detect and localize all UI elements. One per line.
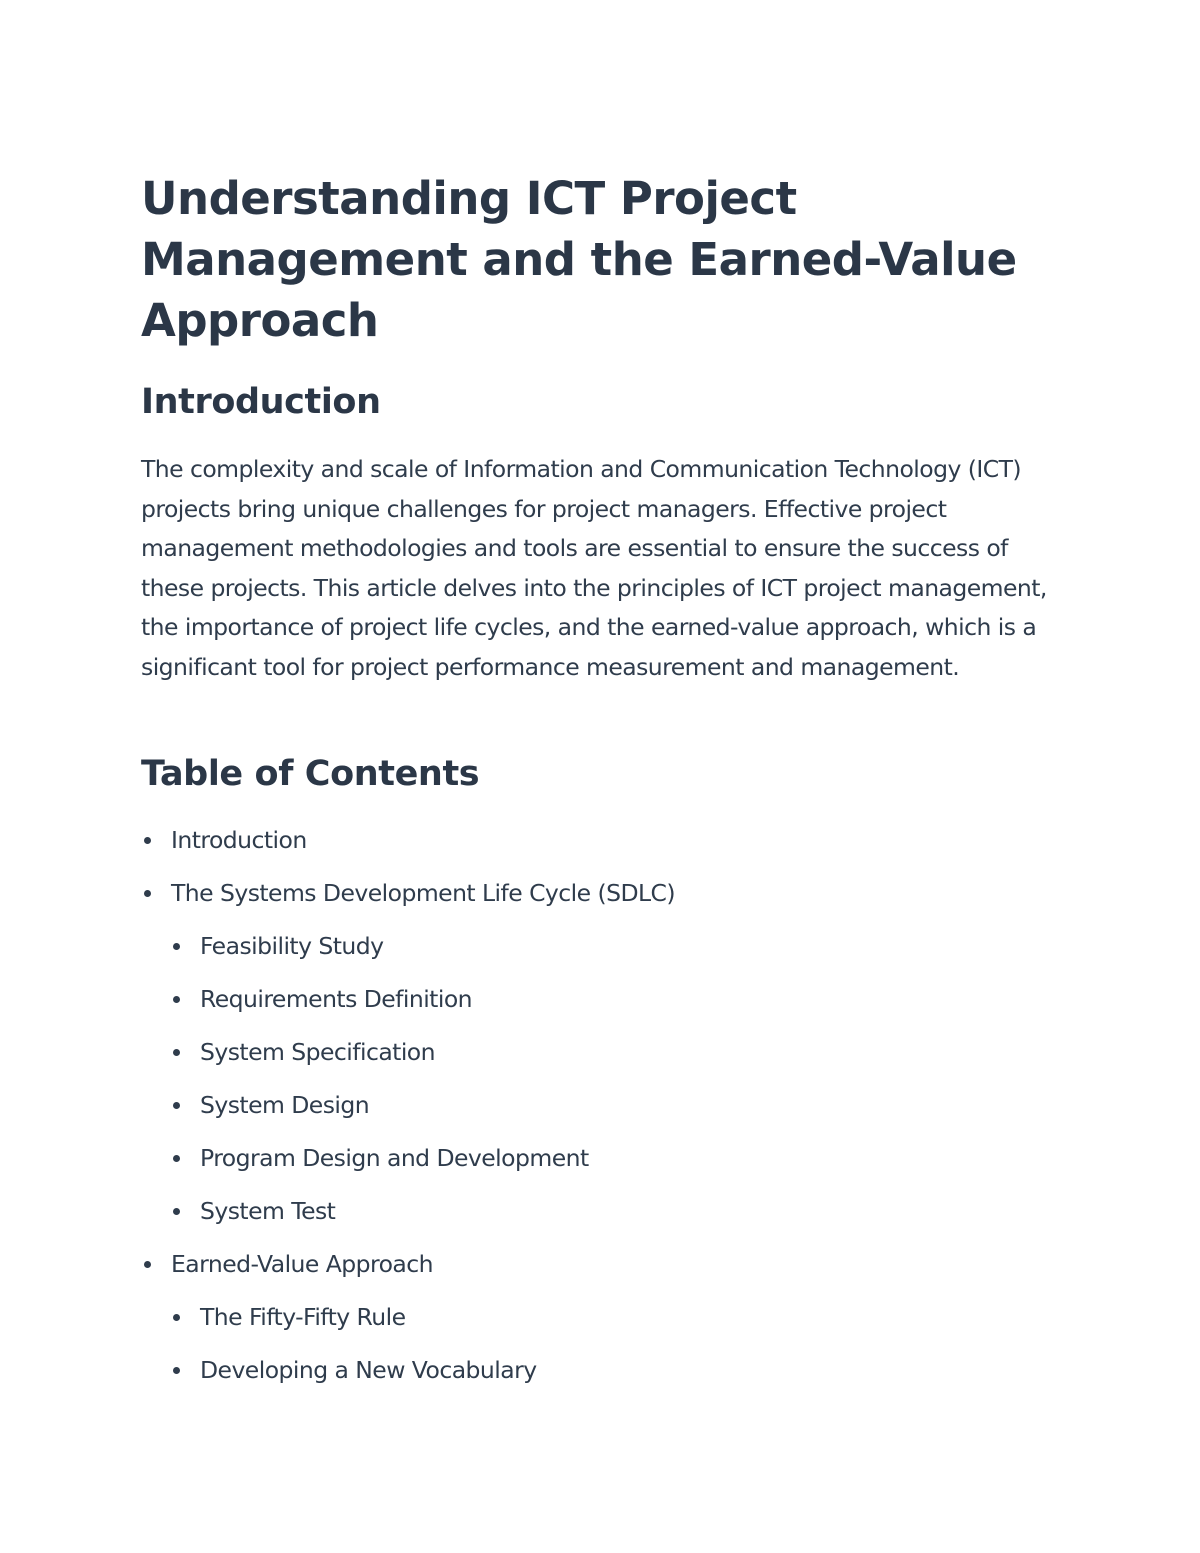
toc-subitem — [141, 977, 675, 1030]
toc-subitem — [141, 1189, 675, 1242]
introduction-heading: Introduction — [141, 382, 381, 422]
bullet-icon — [173, 996, 180, 1003]
introduction-paragraph: The complexity and scale of Information and Communication Technology (ICT) projects bring unique challenges for project managers. Effective project management methodologies and tools are essential to ensure the success of these projects. This article delves into the principles of ICT project management, the importance of project life cycles, and the earned-value approach, which is a significant tool for project performance measurement and management. — [141, 455, 1047, 681]
bullet-icon — [173, 1208, 180, 1215]
toc-item-label: Requirements Definition — [200, 985, 472, 1013]
toc-item-label: The Systems Development Life Cycle (SDLC) — [171, 879, 676, 907]
toc-item — [141, 818, 675, 871]
bullet-icon — [144, 1261, 151, 1268]
toc-subitem — [141, 924, 675, 977]
bullet-icon — [144, 890, 151, 897]
toc-item-label: The Fifty-Fifty Rule — [200, 1303, 406, 1331]
toc-item — [141, 1242, 675, 1295]
toc-subitem — [141, 1030, 675, 1083]
toc-subitem — [141, 1136, 675, 1189]
toc-subitem — [141, 1083, 675, 1136]
toc-subitem — [141, 1348, 675, 1401]
table-of-contents-list — [141, 818, 675, 1401]
bullet-icon — [144, 837, 151, 844]
document-title: Understanding ICT Project Management and the Earned-Value Approach — [141, 172, 1017, 347]
bullet-icon — [173, 1314, 180, 1321]
toc-item-label: System Test — [200, 1197, 336, 1225]
bullet-icon — [173, 943, 180, 950]
toc-item-label: Feasibility Study — [200, 932, 384, 960]
toc-item-label: System Specification — [200, 1038, 435, 1066]
toc-item-label: Program Design and Development — [200, 1144, 589, 1172]
table-of-contents-heading: Table of Contents — [141, 754, 480, 794]
toc-item-label: Developing a New Vocabulary — [200, 1356, 537, 1384]
toc-item-label: System Design — [200, 1091, 370, 1119]
toc-item-label: Earned-Value Approach — [171, 1250, 433, 1278]
bullet-icon — [173, 1049, 180, 1056]
toc-item — [141, 871, 675, 924]
toc-subitem — [141, 1295, 675, 1348]
toc-item-label: Introduction — [171, 826, 307, 854]
bullet-icon — [173, 1155, 180, 1162]
bullet-icon — [173, 1367, 180, 1374]
bullet-icon — [173, 1102, 180, 1109]
